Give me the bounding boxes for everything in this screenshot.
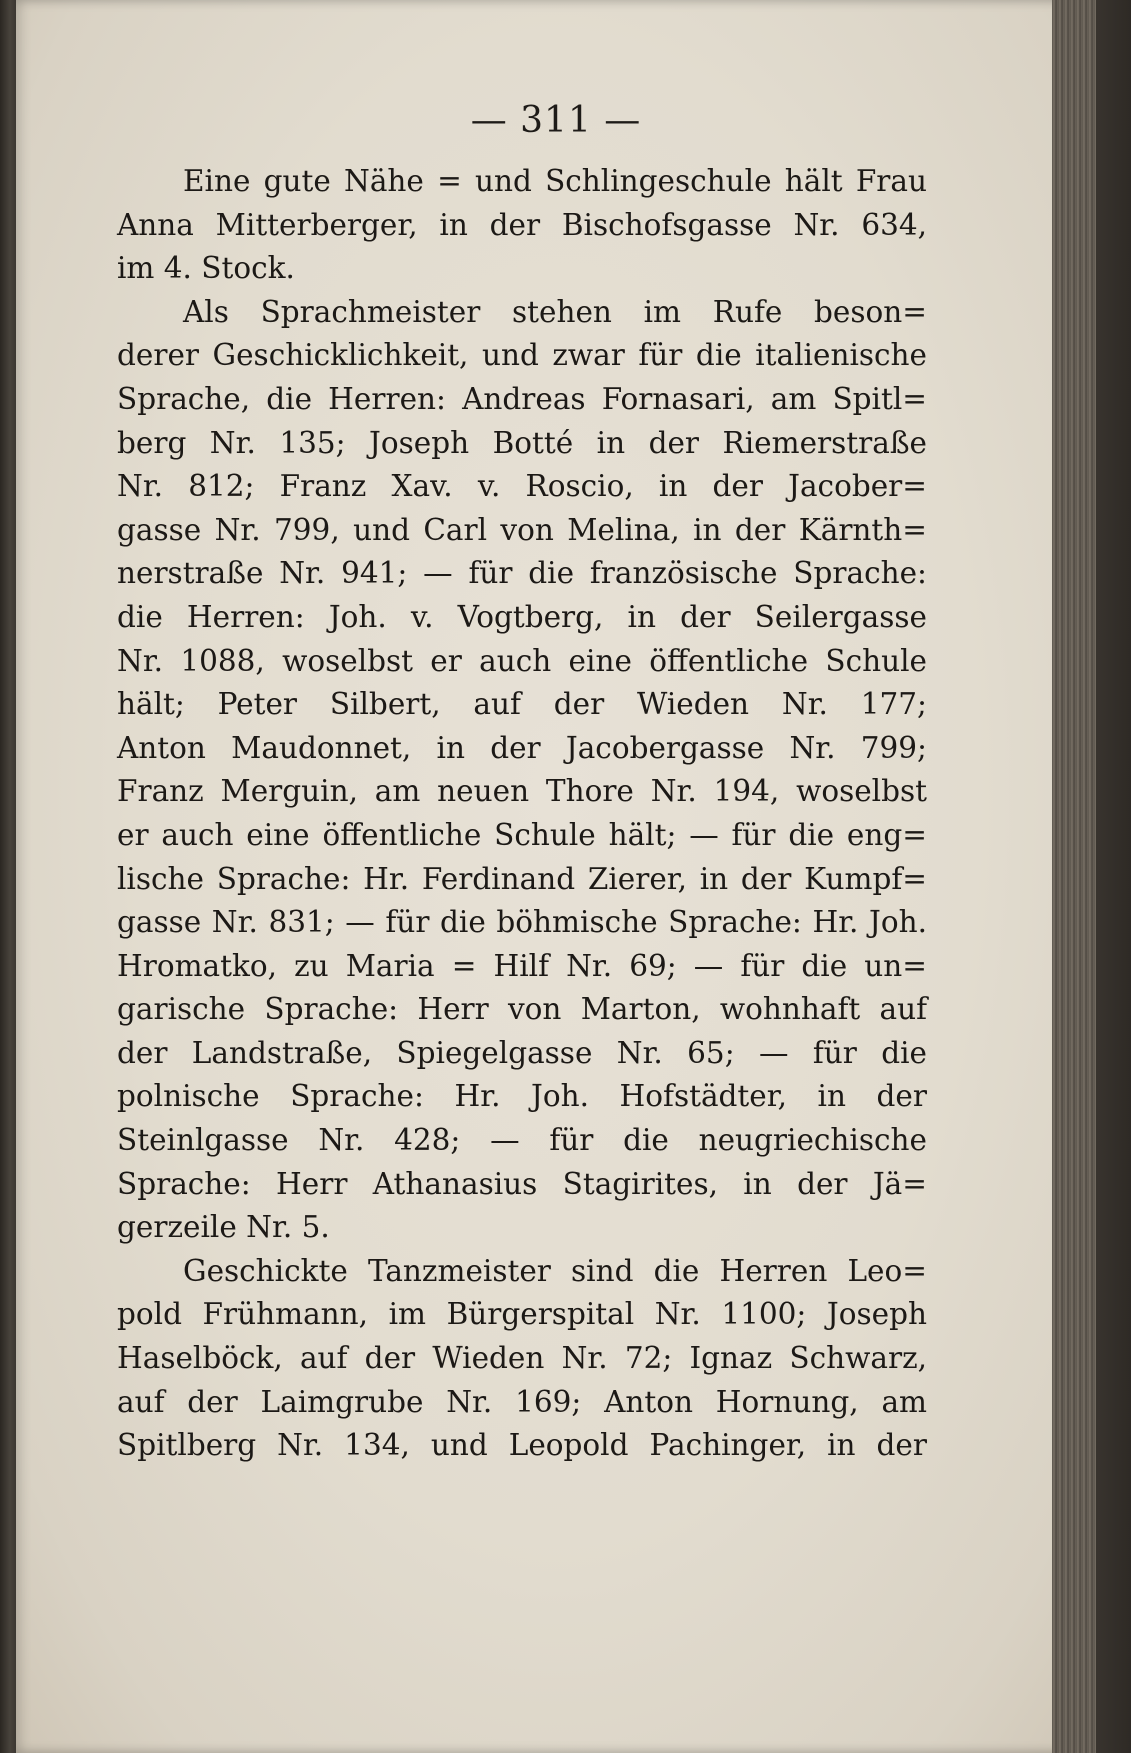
text-line: hält; Peter Silbert, auf der Wieden Nr. 177; xyxy=(117,687,927,722)
text-line: Anton Maudonnet, in der Jacobergasse Nr. 799; xyxy=(117,730,927,765)
text-line: Sprache, die Herren: Andreas Fornasari, am Spitl= xyxy=(117,381,927,416)
text-line: Spitlberg Nr. 134, und Leopold Pachinger, in der xyxy=(117,1428,927,1463)
text-line: berg Nr. 135; Joseph Botté in der Riemerstraße xyxy=(117,425,927,460)
book-page xyxy=(16,0,1096,1753)
text-line: gasse Nr. 799, und Carl von Melina, in der Kärnth= xyxy=(117,512,927,547)
text-line: der Landstraße, Spiegelgasse Nr. 65; — für die xyxy=(117,1035,927,1070)
text-line: pold Frühmann, im Bürgerspital Nr. 1100; Joseph xyxy=(117,1297,927,1332)
text-line: Als Sprachmeister stehen im Rufe beson= xyxy=(183,294,927,329)
text-line: garische Sprache: Herr von Marton, wohnhaft auf xyxy=(117,992,927,1027)
text-line: Geschickte Tanzmeister sind die Herren Leo= xyxy=(183,1253,927,1288)
page-number: — 311 — xyxy=(470,100,642,141)
text-line: Hromatko, zu Maria = Hilf Nr. 69; — für die un= xyxy=(117,948,927,983)
text-line: polnische Sprache: Hr. Joh. Hofstädter, in der xyxy=(117,1079,927,1114)
text-line: Haselböck, auf der Wieden Nr. 72; Ignaz Schwarz, xyxy=(117,1341,927,1376)
text-line: Eine gute Nähe = und Schlingeschule hält Frau xyxy=(183,164,927,198)
text-line: die Herren: Joh. v. Vogtberg, in der Seilergasse xyxy=(117,599,927,634)
text-line: nerstraße Nr. 941; — für die französische Sprache: xyxy=(117,556,927,591)
text-line: gerzeile Nr. 5. xyxy=(117,1210,330,1245)
text-line: Nr. 812; Franz Xav. v. Roscio, in der Jacober= xyxy=(117,469,927,504)
text-line: Steinlgasse Nr. 428; — für die neugriechische xyxy=(117,1123,927,1158)
text-line: Franz Merguin, am neuen Thore Nr. 194, woselbst xyxy=(117,774,927,809)
text-line: auf der Laimgrube Nr. 169; Anton Hornung, am xyxy=(117,1384,927,1419)
text-line: gasse Nr. 831; — für die böhmische Sprache: Hr. Joh. xyxy=(117,905,927,940)
text-line: Anna Mitterberger, in der Bischofsgasse Nr. 634, xyxy=(117,207,927,242)
text-line: derer Geschicklichkeit, und zwar für die italienische xyxy=(117,338,927,373)
text-line: Nr. 1088, woselbst er auch eine öffentliche Schule xyxy=(117,643,927,678)
page-edges xyxy=(1052,0,1096,1753)
text-line: lische Sprache: Hr. Ferdinand Zierer, in der Kumpf= xyxy=(117,861,927,896)
text-block xyxy=(117,160,927,1468)
text-line: er auch eine öffentliche Schule hält; — für die eng= xyxy=(117,817,927,852)
text-line: im 4. Stock. xyxy=(117,251,295,286)
text-line: Sprache: Herr Athanasius Stagirites, in der Jä= xyxy=(117,1166,927,1201)
